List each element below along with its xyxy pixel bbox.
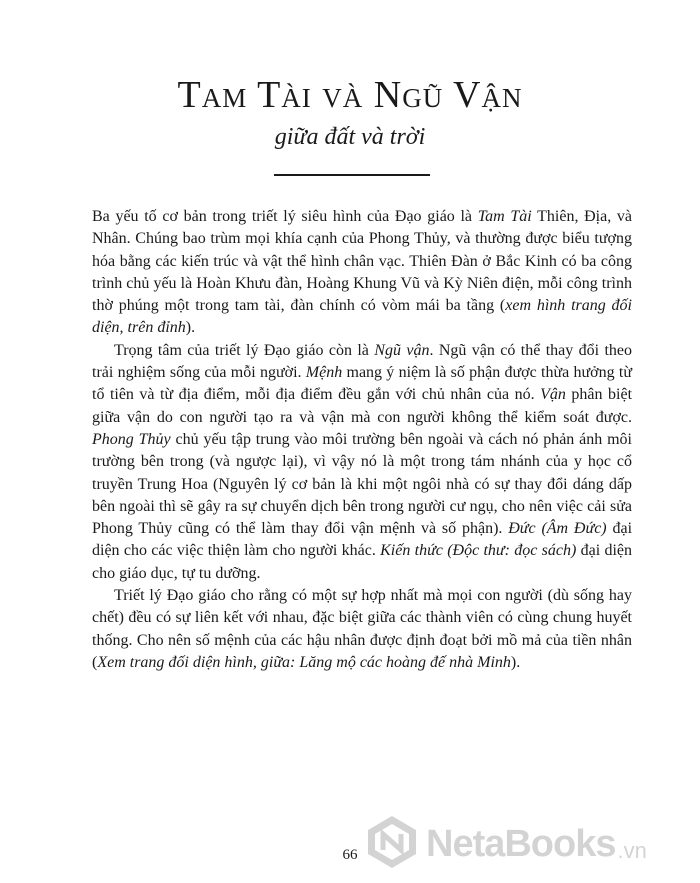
text-run: Triết lý Đạo giáo cho rằng có một sự hợp nhất mà mọi con người (dù sống hay chết) đều có sự liên kết với nhau, đặc biệt giữa các thành viên có cùng chung huyết thống. Cho nên số mệnh của các hậu nhân được định đoạt bởi mồ mả của tiền nhân (	[92, 587, 632, 671]
text-run: ).	[510, 653, 521, 671]
italic-term: Xem trang đối diện hình, giữa: Lăng mộ các hoàng đế nhà Minh	[97, 653, 511, 671]
chapter-title: Tam Tài và Ngũ Vận	[177, 74, 523, 116]
text-run: đại diện cho các việc thiện làm cho người khác.	[92, 520, 633, 560]
italic-term: Đức (Âm Đức)	[508, 520, 607, 538]
italic-term: Vận	[540, 386, 566, 404]
paragraph	[92, 340, 632, 585]
netabooks-logo-icon	[364, 814, 420, 875]
text-run: phân biệt giữa vận do con người tạo ra và vận mà con người không thể kiểm soát được.	[92, 386, 633, 426]
italic-term: Ngũ vận	[374, 341, 430, 359]
body-text	[92, 206, 632, 674]
paragraph	[92, 206, 632, 340]
watermark	[364, 812, 694, 876]
text-run: . Ngũ vận có thể thay đổi theo trải nghiệm sống của mỗi người.	[92, 341, 633, 382]
text-run: Thiên, Địa, và Nhân. Chúng bao trùm mọi khía cạnh của Phong Thủy, và thường được biểu tượng hóa bằng các kiến trúc và vật thể hình chân vạc. Thiên Đàn ở Bắc Kinh có ba công trình chủ yếu là Hoàn Khưu đàn, Hoàng Khung Vũ và Kỳ Niên điện, mỗi công trình thờ phúng một trong tam tài, đàn chính có vòm mái ba tầng (	[92, 208, 633, 315]
title-divider	[274, 174, 430, 176]
italic-term: xem hình trang đối diện, trên đỉnh	[92, 297, 632, 337]
italic-term: Tam Tài	[477, 208, 532, 225]
italic-term: Kiến thức (Độc thư: đọc sách)	[380, 542, 577, 560]
text-run: Ba yếu tố cơ bản trong triết lý siêu hình của Đạo giáo là	[92, 208, 478, 225]
watermark-text: NetaBooks	[426, 822, 616, 865]
italic-term: Mệnh	[305, 364, 343, 382]
italic-term: Phong Thủy	[92, 430, 171, 448]
text-run: mang ý niệm là số phận được thừa hưởng từ tổ tiên và từ địa điểm, mỗi địa điểm đều gắn với chủ nhân của nó.	[92, 364, 632, 404]
text-run: ).	[185, 319, 196, 337]
watermark-suffix: .vn	[617, 838, 647, 863]
paragraph	[92, 585, 632, 674]
page-number: 66	[342, 847, 358, 863]
chapter-subtitle: giữa đất và trời	[274, 124, 426, 150]
text-run: Trọng tâm của triết lý Đạo giáo còn là	[114, 341, 375, 359]
text-run: đại diện cho giáo dục, tự tu dưỡng.	[92, 542, 633, 582]
text-run: chủ yếu tập trung vào môi trường bên ngoài và cách nó phản ánh môi trường bên trong (và ngược lại), vì vậy nó là một trong tám nhánh của y học cổ truyền Trung Hoa (Nguyên lý cơ bản là khi một ngôi nhà có sự thay đổi dáng dấp bên ngoài thì sẽ gây ra sự chuyển dịch bên trong người cư ngụ, cho nên việc cải sửa Phong Thủy cũng có thể làm thay đổi vận mệnh và số phận).	[92, 430, 632, 538]
